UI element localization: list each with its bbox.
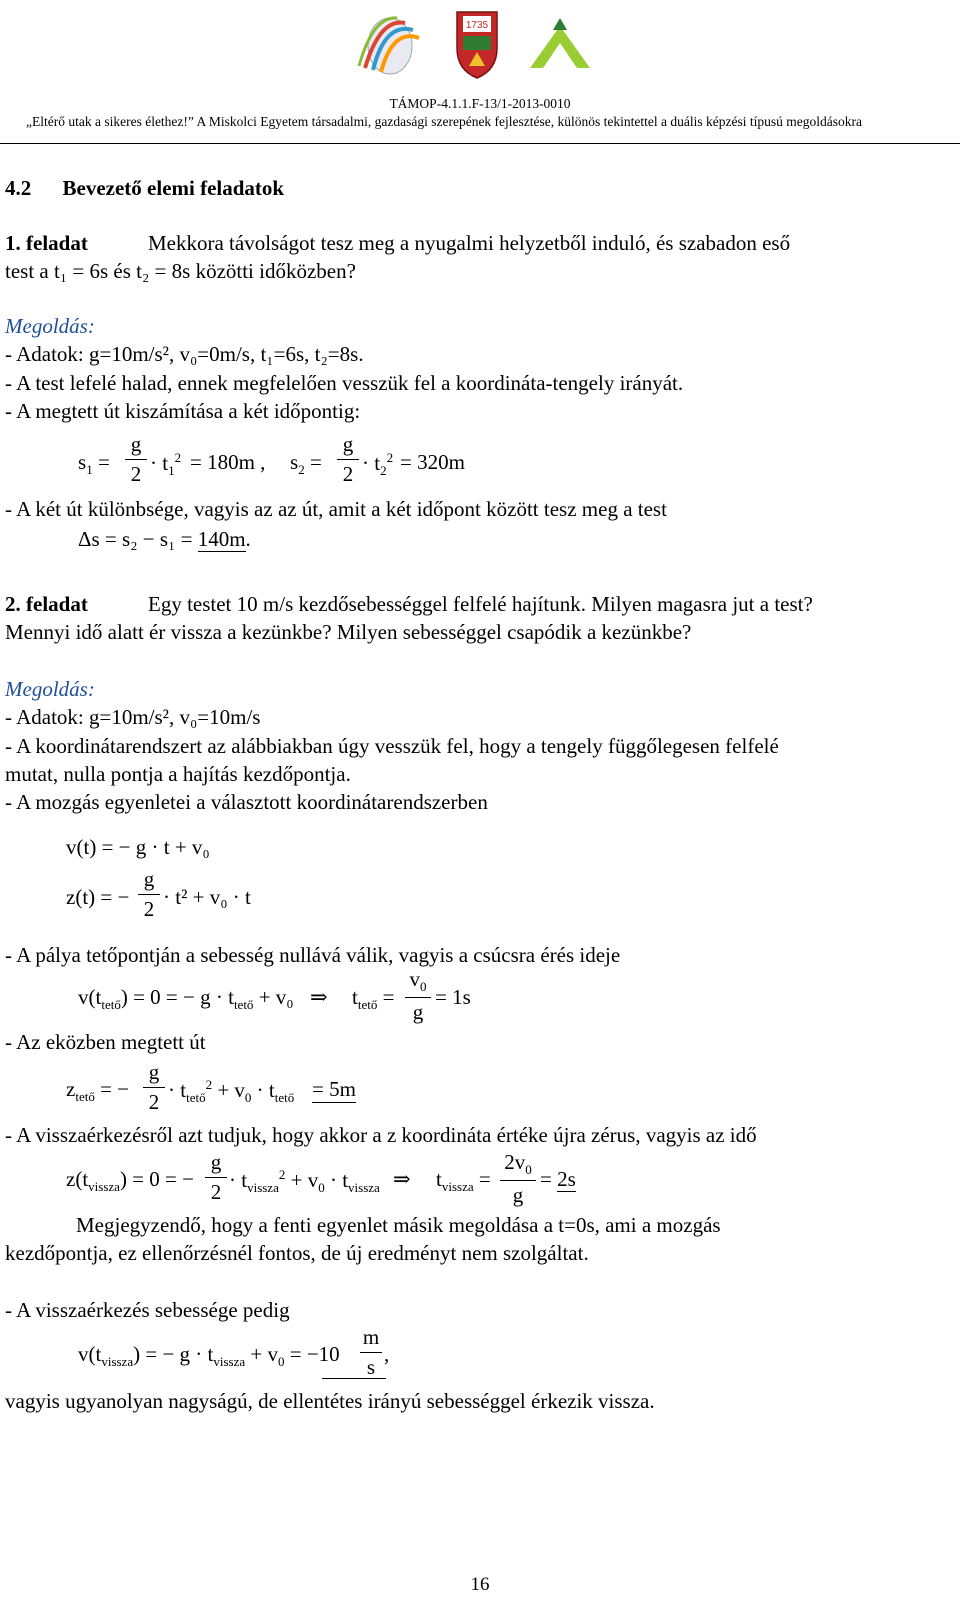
eq-z-top-left: $z_{tető}$ = − bbox=[66, 1077, 130, 1105]
arrow-logo bbox=[530, 18, 590, 68]
svg-text:1735: 1735 bbox=[465, 20, 489, 31]
eq-return-right: · $t_{vissza}^2 + v_0 \cdot t_{vissza}$ bbox=[229, 1167, 380, 1196]
section-number: 4.2 bbox=[5, 176, 32, 200]
header-subtitle: „Eltérő utak a sikeres élethez!” A Miskolci Egyetem társadalmi, gazdasági szerepének fejlesztése, különös tekintettel a duális képzési típusú megoldásokra bbox=[26, 114, 862, 129]
eq-s2-left: $s_2$ = bbox=[290, 450, 322, 478]
task2-text-line1: Egy testet 10 m/s kezdősebességgel felfelé hajítunk. Milyen magasra jut a test? bbox=[148, 592, 813, 616]
eq-return-velocity-underline bbox=[322, 1378, 386, 1379]
header-divider bbox=[0, 143, 960, 144]
task2-line2a: - A koordinátarendszert az alábbiakban úgy vesszük fel, hogy a tengely függőlegesen felfelé bbox=[5, 734, 779, 758]
task1-text-line2: test a t₁ = 6s és t₂ = 8s közötti időközben? bbox=[5, 259, 356, 283]
eq-s2-t: · $t_2^2$ bbox=[362, 450, 394, 479]
eq-top-time: $t_{tető}$ = bbox=[352, 985, 395, 1013]
eq-top-result: = 1s bbox=[435, 985, 471, 1009]
task2-note-line1: Megjegyzendő, hogy a fenti egyenlet másik megoldása a t=0s, ami a mozgás bbox=[76, 1213, 721, 1237]
page-number: 16 bbox=[470, 1574, 490, 1595]
eq-return-velocity: $v(t_{vissza})$ = − $g \cdot t_{vissza} + v_0 = -10$ bbox=[78, 1342, 340, 1370]
task2-note-line2: kezdőpontja, ez ellenőrzésnél fontos, de új eredményt nem szolgáltat. bbox=[5, 1241, 589, 1265]
eq-return-time: $t_{vissza}$ = bbox=[436, 1167, 491, 1195]
implies-arrow-icon: ⇒ bbox=[310, 985, 328, 1009]
eq-z-left: z(t) = − bbox=[66, 885, 130, 909]
eq-delta-s: Δs = s₂ − s₁ = 140m. bbox=[78, 527, 251, 551]
task1-label: 1. feladat bbox=[5, 231, 88, 255]
eq-z-top-result: = 5m bbox=[312, 1077, 356, 1101]
eq-velocity: v(t) = − g · t + v₀ bbox=[66, 835, 210, 859]
faces-logo bbox=[359, 18, 419, 74]
task2-data-line: - Adatok: g=10m/s², v₀=10m/s bbox=[5, 705, 261, 729]
task2-line6: - A visszaérkezésről azt tudjuk, hogy akkor a z koordináta értéke újra zérus, vagyis az idő bbox=[5, 1123, 757, 1147]
task1-text-line1: Mekkora távolságot tesz meg a nyugalmi helyzetből induló, és szabadon eső bbox=[148, 231, 791, 255]
task2-line8: vagyis ugyanolyan nagyságú, de ellentétes irányú sebességgel érkezik vissza. bbox=[5, 1389, 655, 1413]
header-logos bbox=[345, 8, 605, 88]
section-heading bbox=[5, 176, 284, 201]
task2-line5: - Az eközben megtett út bbox=[5, 1030, 206, 1054]
eq-top-velocity: $v(t_{tető}) = 0$ = − $g \cdot t_{tető} + v_0$ bbox=[78, 985, 294, 1013]
eq-z-right: · t² + v₀ · t bbox=[163, 885, 251, 909]
eq-return-time-fraction: $2v_0$ g bbox=[500, 1150, 536, 1208]
task2-line2b: mutat, nulla pontja a hajítás kezdőpontja. bbox=[5, 762, 351, 786]
eq-s2-fraction: g 2 bbox=[337, 432, 359, 487]
eq-top-fraction: $v_0$ g bbox=[405, 967, 431, 1025]
task1-line2: - A test lefelé halad, ennek megfelelően vesszük fel a koordináta-tengely irányát. bbox=[5, 371, 684, 395]
task2-line4: - A pálya tetőpontján a sebesség nullává válik, vagyis a csúcsra érés ideje bbox=[5, 943, 621, 967]
section-title: Bevezető elemi feladatok bbox=[62, 176, 285, 200]
task2-line3: - A mozgás egyenletei a választott koordinátarendszerben bbox=[5, 790, 488, 814]
task1-data-line: - Adatok: g=10m/s², v₀=0m/s, t₁=6s, t₂=8s. bbox=[5, 342, 364, 366]
eq-s1-t: · $t_1^2$ bbox=[150, 450, 182, 479]
eq-s2-result: = 320m bbox=[400, 450, 465, 474]
eq-s1-left: $s_1$ = bbox=[78, 450, 110, 478]
implies-arrow-icon: ⇒ bbox=[393, 1167, 411, 1191]
eq-s1-result: = 180m , bbox=[190, 450, 266, 474]
project-code: TÁMOP-4.1.1.F-13/1-2013-0010 bbox=[389, 96, 571, 111]
task2-line7: - A visszaérkezés sebessége pedig bbox=[5, 1298, 290, 1322]
task1-line4: - A két út különbsége, vagyis az az út, amit a két időpont között tesz meg a test bbox=[5, 497, 667, 521]
university-seal bbox=[457, 12, 497, 78]
task2-text-line2: Mennyi idő alatt ér vissza a kezünkbe? Milyen sebességgel csapódik a kezünkbe? bbox=[5, 620, 692, 644]
eq-z-top-fraction: g 2 bbox=[143, 1060, 165, 1115]
eq-z-top-right: · $t_{tető}^2 + v_0 \cdot t_{tető}$ bbox=[168, 1077, 295, 1106]
eq-return-fraction: g 2 bbox=[205, 1150, 227, 1205]
task2-solution-label: Megoldás: bbox=[5, 677, 95, 701]
eq-s1-fraction: g 2 bbox=[125, 432, 147, 487]
eq-return-velocity-unit: m s bbox=[360, 1325, 382, 1380]
task2-label: 2. feladat bbox=[5, 592, 88, 616]
eq-z-fraction: g 2 bbox=[138, 867, 160, 922]
eq-return-result: = 2s bbox=[540, 1167, 576, 1191]
task1-solution-label: Megoldás: bbox=[5, 314, 95, 338]
eq-return-velocity-comma: , bbox=[384, 1342, 390, 1366]
task1-line3: - A megtett út kiszámítása a két időpontig: bbox=[5, 399, 361, 423]
eq-return-left: $z(t_{vissza}) = 0$ = − bbox=[66, 1167, 194, 1195]
